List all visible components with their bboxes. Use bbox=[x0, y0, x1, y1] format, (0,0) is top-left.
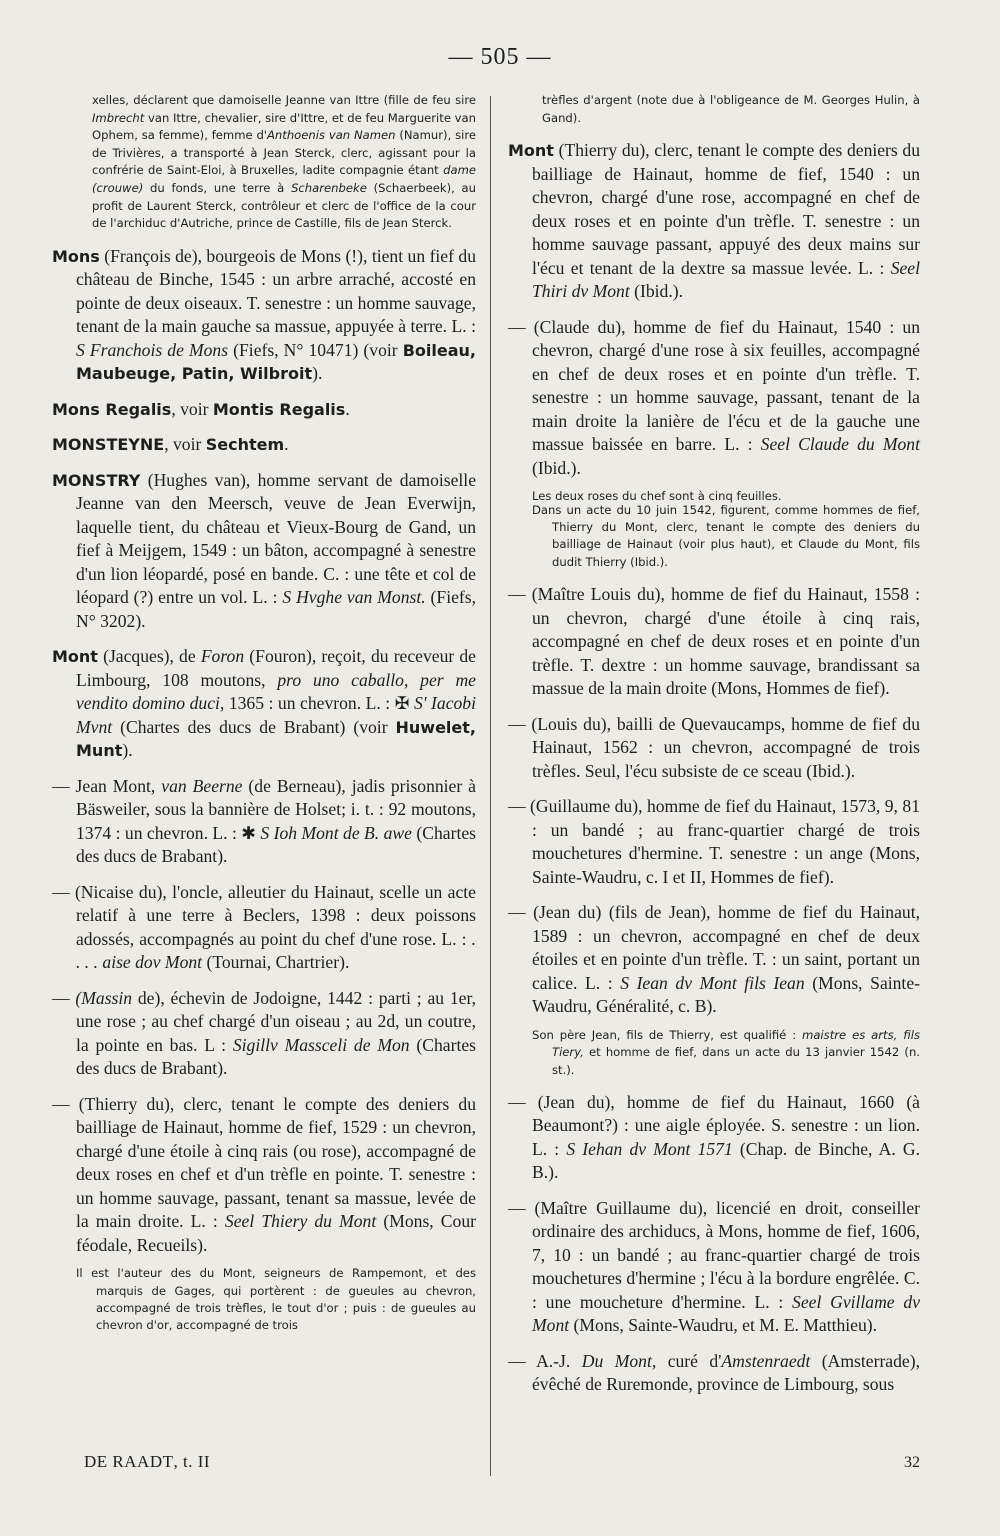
left-column bbox=[52, 92, 476, 1347]
entry-nicaise: — (Nicaise du), l'oncle, alleutier du Hainaut, scelle un acte relatif à une terre à Beclers, 1398 : deux poissons adossés, accompagnés au point du chef d'une rose. L. : . . . . aise dov Mont (Tournai, Chartrier). bbox=[52, 881, 476, 973]
entry-monsteyne: MONSTEYNE, voir Sechtem. bbox=[52, 434, 289, 455]
entry-guillaume-1573: — (Guillaume du), homme de fief du Hainaut, 1573, 9, 81 : un bandé ; au franc-quartier chargé de trois mouchetures d'hermine. T. senestre : un ange (Mons, Sainte-Waudru, c. I et II, Hommes de fief). bbox=[508, 796, 920, 887]
headword: Mons Regalis bbox=[52, 399, 172, 419]
note-jean: Son père Jean, fils de Thierry, est qualifié : maistre es arts, fils Tiery, et homme de fief, dans un acte du 13 janvier 1542 (n. st.). bbox=[532, 1027, 920, 1077]
entry-jean-1589: — (Jean du) (fils de Jean), homme de fief du Hainaut, 1589 : un chevron, accompagné en chef de deux étoiles et en pointe d'un trèfle. T. : un saint, portant un calice. L. : S Iean dv Mont fils Iean (Mons, Sainte-Waudru, Généralité, c. B). bbox=[508, 902, 920, 1017]
entry-guillaume-1606: — (Maître Guillaume du), licencié en droit, conseiller ordinaire des archiducs, à Mons, homme de fief, 1606, 7, 10 : un bandé ; au franc-quartier chargé de trois mouchetures d'hermine ; l'écu à la bordure engrêlée. C. : une moucheture d'hermine. L. : Seel Gvillame dv Mont (Mons, Sainte-Waudru, et M. E. Matthieu). bbox=[508, 1197, 920, 1336]
note-claude-acte: Dans un acte du 10 juin 1542, figurent, comme hommes de fief, Thierry du Mont, clerc, tenant le compte des deniers du bailliage de Hainaut (voir plus haut), et Claude du Mont, fils dudit Thierry (Ibid.). bbox=[532, 502, 920, 569]
footer-author: DE RAADT, t. II bbox=[84, 1452, 211, 1471]
headword: MONSTEYNE bbox=[52, 435, 165, 455]
entry-mons-regalis: Mons Regalis, voir Montis Regalis. bbox=[52, 398, 350, 419]
entry-aj-du-mont: — A.-J. Du Mont, curé d'Amstenraedt (Amsterrade), évêché de Ruremonde, province de Limbourg, sous bbox=[508, 1350, 920, 1395]
entry-monstry: MONSTRY (Hughes van), homme servant de damoiselle Jeanne van den Meersch, veuve de Jean Everwijn, laquelle tient, du château et Vieux-Bourg de Gand, un fief à Meijgem, 1549 : un bâton, accompagné à senestre d'un lion léopardé, posé en bande. C. : une tête et col de léopard (?) entre un vol. L. : S Hvghe van Monst. (Fiefs, N° 3202). bbox=[52, 469, 477, 631]
column-divider bbox=[490, 96, 491, 1476]
entry-louis-1562: — (Louis du), bailli de Quevaucamps, homme de fief du Hainaut, 1562 : un chevron, accompagné de trois trèfles. Seul, l'écu subsiste de ce sceau (Ibid.). bbox=[508, 713, 920, 781]
note-thierry: Il est l'auteur des du Mont, seigneurs de Rampemont, et des marquis de Gages, qui portèrent : de gueules au chevron, accompagné de trois trèfles, le tout d'or ; puis : de gueules au chevron d'or, accompagné de trois bbox=[76, 1266, 476, 1333]
entry-louis-1558: — (Maître Louis du), homme de fief du Hainaut, 1558 : un chevron, chargé d'une étoile à cinq rais, accompagné en chef de deux roses et en pointe d'un trèfle. T. dextre : un homme sauvage, brandissant sa massue de la main droite (Mons, Hommes de fief). bbox=[508, 584, 920, 699]
cross-reference: Montis Regalis bbox=[212, 399, 346, 419]
headword: Mons bbox=[52, 246, 100, 266]
page-number: — 505 — bbox=[448, 44, 552, 70]
entry-mont-jacques: Mont (Jacques), de Foron (Fouron), reçoit, du receveur de Limbourg, 108 moutons, pro uno caballo, per me vendito domino duci, 1365 : un chevron. L. : ✠ S' Iacobi Mvnt (Chartes des ducs de Brabant) (voir Huwelet, Munt). bbox=[52, 646, 476, 761]
entry-claude: — (Claude du), homme de fief du Hainaut, 1540 : un chevron, chargé d'une rose à six feuilles, accompagné en chef de deux roses et en pointe d'un trèfle. T. senestre : un homme sauvage, passant, tenant de la main droite la lanière de l'écu et de la gauche une massue baissée en barre. L. : Seel Claude du Mont (Ibid.). bbox=[508, 316, 920, 478]
continuation-paragraph: xelles, déclarent que damoiselle Jeanne van Ittre (fille de feu sire Imbrecht van Ittre, chevalier, sire d'Ittre, et de feu Marguerite van Ophem, sa femme), femme d'Anthoenis van Namen (Namur), sire de Trivières, a transporté à Jean Sterck, clerc, agissant pour la confrérie de Saint-Eloi, à Bruxelles, ladite compagnie étant dame (crouwe) du fonds, une terre à Scharenbeke (Schaerbeek), au profit de Laurent Sterck, contrôleur et clerc de l'office de la cour de l'archiduc d'Autriche, prince de Castille, fils de Jean Sterck. bbox=[92, 93, 477, 231]
headword: Mont bbox=[52, 647, 98, 667]
note-claude-roses: Les deux roses du chef sont à cinq feuilles. bbox=[532, 489, 782, 504]
entry-mont-thierry-1540: Mont (Thierry du), clerc, tenant le compte des deniers du bailliage de Hainaut, homme de fief, 1540 : un chevron, chargé d'une rose, accompagné en chef de deux roses et en pointe d'un trèfle. T. senestre : un homme sauvage passant, appuyé des deux mains sur l'écu et tenant de la dextre sa massue levée. L. : Seel Thiri dv Mont (Ibid.). bbox=[508, 140, 920, 302]
headword: MONSTRY bbox=[52, 470, 141, 490]
entry-thierry-1529: — (Thierry du), clerc, tenant le compte des deniers du bailliage de Hainaut, homme de fief, 1529 : un chevron, chargé d'une étoile à cinq rais (ou rose), accompagné de deux roses en chef et d'un trèfle en pointe. T. senestre : un homme sauvage, passant, tenant sa massue, levée de la main droite. L. : Seel Thiery du Mont (Mons, Cour féodale, Recueils). bbox=[52, 1093, 476, 1255]
right-column bbox=[508, 92, 920, 1409]
entry-jean-mont: — Jean Mont, van Beerne (de Berneau), jadis prisonnier à Bäsweiler, sous la bannière de Holset; i. t. : 92 moutons, 1374 : un chevron. L. : ✱ S Ioh Mont de B. awe (Chartes des ducs de Brabant). bbox=[52, 775, 476, 867]
entry-massin: — (Massin de), échevin de Jodoigne, 1442 : parti ; au 1er, une rose ; au chef chargé d'un oiseau ; au 2d, un coutre, la pointe en bas. L : Sigillv Massceli de Mon (Chartes des ducs de Brabant). bbox=[52, 987, 476, 1079]
cross-reference: Huwelet, Munt bbox=[76, 717, 476, 761]
continuation-note: trèfles d'argent (note due à l'obligeance de M. Georges Hulin, à Gand). bbox=[542, 93, 920, 125]
headword: Mont bbox=[508, 141, 554, 161]
entry-mons-francois: Mons (François de), bourgeois de Mons (!), tient un fief du château de Binche, 1545 : un arbre arraché, accosté en pointe de deux oiseaux. T. senestre : un homme sauvage, tenant de la main gauche sa massue, appuyée à terre. L. : S Franchois de Mons (Fiefs, N° 10471) (voir Boileau, Maubeuge, Patin, Wilbroit). bbox=[52, 245, 476, 384]
footer-signature-number: 32 bbox=[904, 1454, 920, 1471]
entry-jean-1660: — (Jean du), homme de fief du Hainaut, 1660 (à Beaumont?) : une aigle éployée. S. senestre : un lion. L. : S Iehan dv Mont 1571 (Chap. de Binche, A. G. B.). bbox=[508, 1091, 920, 1183]
cross-reference: Sechtem bbox=[205, 435, 285, 455]
cross-reference: Boileau, Maubeuge, Patin, Wilbroit bbox=[76, 340, 476, 384]
